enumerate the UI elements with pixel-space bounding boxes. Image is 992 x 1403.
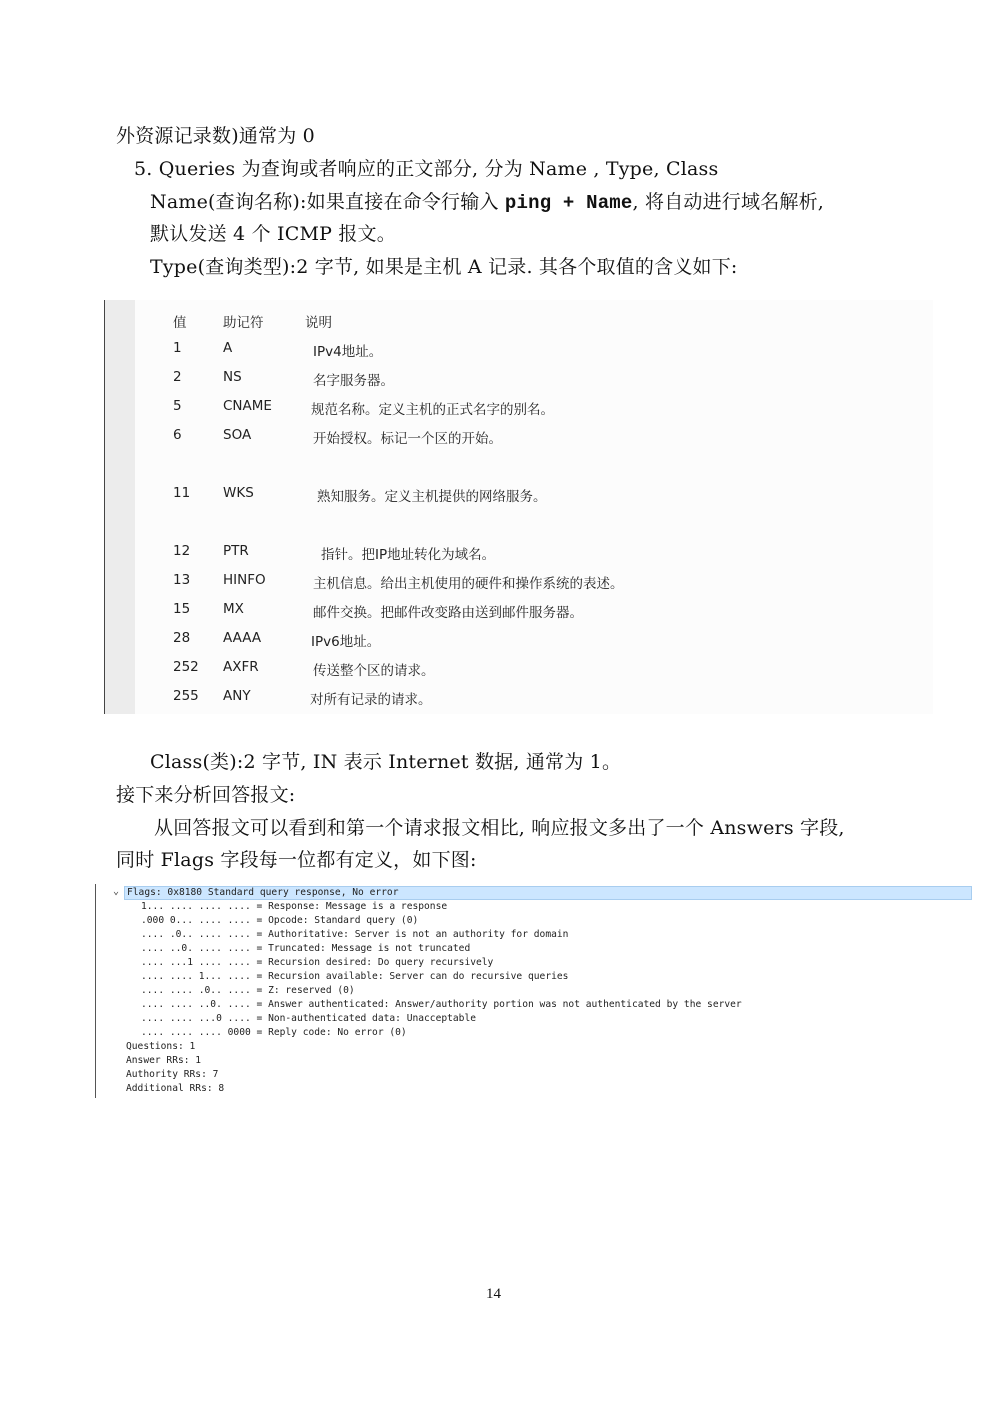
paragraph-name-field <box>150 190 824 215</box>
row-value: 252 <box>173 659 199 675</box>
row-mnemonic: AAAA <box>223 630 262 646</box>
wireshark-flags-tree <box>95 884 976 1098</box>
ping-command-code: ping + Name <box>504 192 633 214</box>
row-value: 6 <box>173 427 182 443</box>
row-description: 对所有记录的请求。 <box>310 692 432 708</box>
chevron-down-icon[interactable]: ⌄ <box>113 886 120 897</box>
flag-line[interactable]: .... .... .0.. .... = Z: reserved (0) <box>141 985 355 996</box>
row-value: 1 <box>173 340 182 356</box>
row-value: 11 <box>173 485 191 501</box>
flag-line[interactable]: .... .... .... 0000 = Reply code: No error (0) <box>141 1027 407 1038</box>
table-row <box>105 398 933 418</box>
row-mnemonic: AXFR <box>223 659 259 675</box>
paragraph-response-intro: 接下来分析回答报文: <box>116 784 296 806</box>
row-mnemonic: A <box>223 340 233 356</box>
page-number: 14 <box>486 1286 501 1302</box>
name-field-text: Name(查询名称):如果直接在命令行输入 <box>150 191 505 213</box>
row-value: 28 <box>173 630 191 646</box>
paragraph-queries-intro: 5. Queries 为查询或者响应的正文部分, 分为 Name , Type, Class <box>134 158 719 180</box>
row-mnemonic: SOA <box>223 427 252 443</box>
flag-line[interactable]: .000 0... .... .... = Opcode: Standard query (0) <box>141 915 419 926</box>
table-row <box>105 340 933 360</box>
row-value: 12 <box>173 543 191 559</box>
table-row <box>105 601 933 621</box>
row-description: 开始授权。标记一个区的开始。 <box>313 431 502 447</box>
record-type-table <box>104 300 933 714</box>
row-description: 熟知服务。定义主机提供的网络服务。 <box>317 489 547 505</box>
paragraph-flags-intro: 同时 Flags 字段每一位都有定义，如下图: <box>116 849 477 871</box>
table-row <box>105 369 933 389</box>
table-row <box>105 543 933 563</box>
table-row <box>105 427 933 447</box>
row-value: 13 <box>173 572 191 588</box>
paragraph-response-compare: 从回答报文可以看到和第一个请求报文相比, 响应报文多出了一个 Answers 字段, <box>154 817 845 839</box>
flag-line[interactable]: .... .... ..0. .... = Answer authenticated: Answer/authority portion was not authenticated by the server <box>141 999 742 1010</box>
additional-rrs-count[interactable]: Additional RRs: 8 <box>126 1083 225 1094</box>
row-mnemonic: NS <box>223 369 242 385</box>
row-description: IPv6地址。 <box>311 634 381 650</box>
paragraph-type-field: Type(查询类型):2 字节, 如果是主机 A 记录. 其各个取值的含义如下: <box>150 256 738 278</box>
flag-line[interactable]: .... .... 1... .... = Recursion available: Server can do recursive queries <box>141 971 569 982</box>
row-mnemonic: CNAME <box>223 398 272 414</box>
flag-line[interactable]: .... ...1 .... .... = Recursion desired: Do query recursively <box>141 957 494 968</box>
authority-rrs-count[interactable]: Authority RRs: 7 <box>126 1069 219 1080</box>
header-value: 值 <box>173 315 187 331</box>
flag-line[interactable]: .... .0.. .... .... = Authoritative: Server is not an authority for domain <box>141 929 569 940</box>
row-mnemonic: PTR <box>223 543 249 559</box>
answer-rrs-count[interactable]: Answer RRs: 1 <box>126 1055 202 1066</box>
row-description: 邮件交换。把邮件改变路由送到邮件服务器。 <box>313 605 583 621</box>
row-description: IPv4地址。 <box>313 344 383 360</box>
row-value: 255 <box>173 688 199 704</box>
table-row <box>105 485 933 505</box>
table-header-row <box>105 311 933 331</box>
flag-line[interactable]: .... ..0. .... .... = Truncated: Message is not truncated <box>141 943 471 954</box>
row-value: 5 <box>173 398 182 414</box>
questions-count[interactable]: Questions: 1 <box>126 1041 196 1052</box>
table-row <box>105 572 933 592</box>
flag-line[interactable]: .... .... ...0 .... = Non-authenticated data: Unacceptable <box>141 1013 477 1024</box>
row-mnemonic: WKS <box>223 485 254 501</box>
row-value: 2 <box>173 369 182 385</box>
paragraph-additional-rr-note: 外资源记录数)通常为 0 <box>116 125 315 147</box>
row-description: 传送整个区的请求。 <box>313 663 435 679</box>
row-description: 主机信息。给出主机使用的硬件和操作系统的表述。 <box>313 576 624 592</box>
header-mnemonic: 助记符 <box>223 315 264 331</box>
row-mnemonic: MX <box>223 601 244 617</box>
paragraph-icmp-note: 默认发送 4 个 ICMP 报文。 <box>150 223 396 245</box>
flag-line[interactable]: 1... .... .... .... = Response: Message is a response <box>141 901 448 912</box>
row-mnemonic: HINFO <box>223 572 266 588</box>
code-gutter <box>105 300 135 714</box>
flags-header-row[interactable]: Flags: 0x8180 Standard query response, No error <box>124 886 972 900</box>
header-description: 说明 <box>305 315 332 331</box>
table-row <box>105 659 933 679</box>
paragraph-class-field: Class(类):2 字节, IN 表示 Internet 数据, 通常为 1。 <box>150 751 622 773</box>
name-field-text-end: , 将自动进行域名解析, <box>632 191 825 213</box>
row-mnemonic: ANY <box>223 688 251 704</box>
row-description: 指针。把IP地址转化为域名。 <box>321 547 496 563</box>
row-description: 名字服务器。 <box>313 373 394 389</box>
table-row <box>105 630 933 650</box>
row-value: 15 <box>173 601 191 617</box>
table-row <box>105 688 933 708</box>
row-description: 规范名称。定义主机的正式名字的别名。 <box>311 402 554 418</box>
